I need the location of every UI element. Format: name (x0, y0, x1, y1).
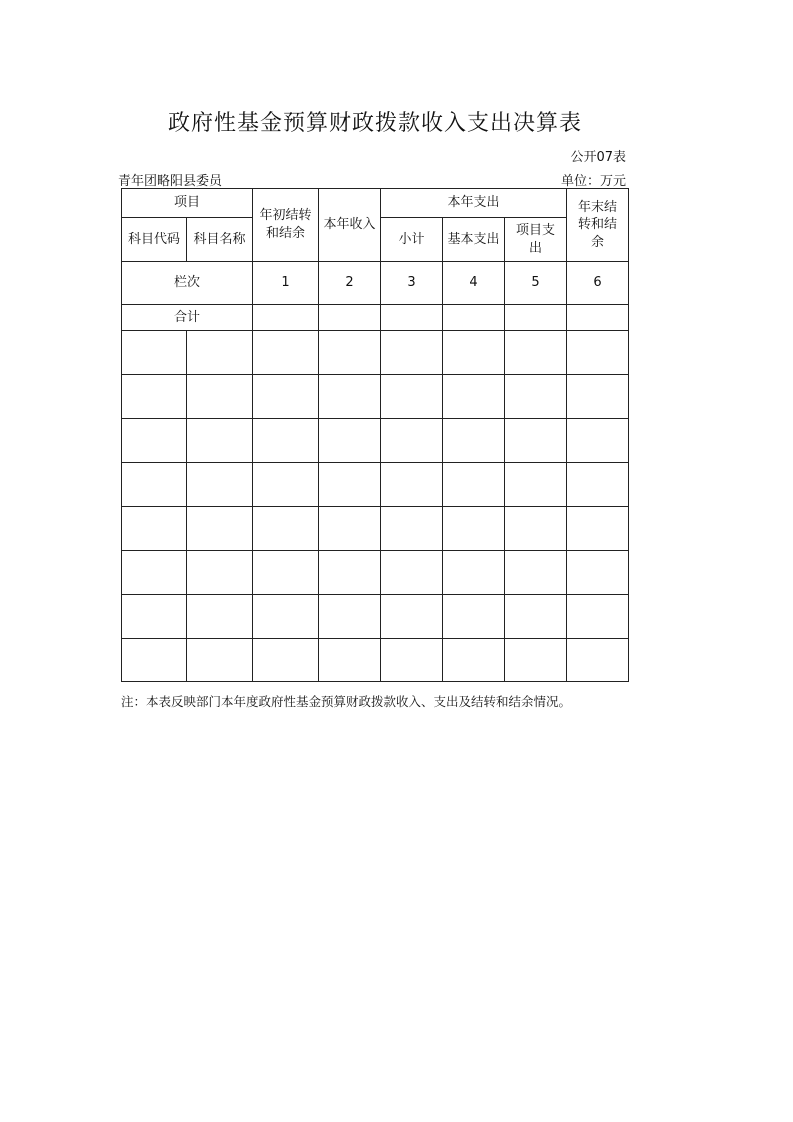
table-cell (381, 375, 443, 419)
table-cell (505, 375, 567, 419)
table-cell (122, 507, 187, 551)
table-row (122, 595, 629, 639)
header-project-expense: 项目支出 (505, 218, 567, 262)
table-cell (567, 463, 629, 507)
header-subtotal: 小计 (381, 218, 443, 262)
table-cell (319, 551, 381, 595)
table-cell (122, 463, 187, 507)
table-cell (253, 305, 319, 331)
table-cell (253, 375, 319, 419)
table-cell (443, 551, 505, 595)
page-title: 政府性基金预算财政拨款收入支出决算表 (167, 111, 582, 136)
table-row (122, 331, 629, 375)
table-cell (505, 305, 567, 331)
table-cell (253, 463, 319, 507)
table-cell (253, 419, 319, 463)
table-cell (319, 375, 381, 419)
table-cell (319, 507, 381, 551)
column-index-row (122, 262, 629, 305)
table-cell (567, 551, 629, 595)
table-cell (319, 419, 381, 463)
table-cell (187, 639, 253, 682)
table-cell (567, 305, 629, 331)
table-cell (122, 419, 187, 463)
header-row-1 (122, 189, 629, 218)
header-closing-balance: 年末结转和结余 (567, 189, 629, 262)
table-cell (187, 595, 253, 639)
table-cell (381, 305, 443, 331)
table-cell (381, 595, 443, 639)
header-current-income: 本年收入 (319, 189, 381, 262)
header-opening-balance: 年初结转和结余 (253, 189, 319, 262)
table-cell (567, 331, 629, 375)
table-cell (122, 639, 187, 682)
column-index-number: 2 (319, 262, 381, 305)
table-cell (319, 331, 381, 375)
table-cell (187, 551, 253, 595)
total-label: 合计 (122, 305, 253, 331)
table-cell (505, 551, 567, 595)
table-cell (567, 375, 629, 419)
table-cell (381, 331, 443, 375)
table-cell (253, 507, 319, 551)
column-index-number: 4 (443, 262, 505, 305)
table-cell (187, 507, 253, 551)
table-row (122, 551, 629, 595)
table-cell (505, 331, 567, 375)
table-cell (443, 507, 505, 551)
column-index-number: 3 (381, 262, 443, 305)
table-cell (187, 463, 253, 507)
table-row (122, 463, 629, 507)
table-cell (319, 463, 381, 507)
table-cell (187, 419, 253, 463)
table-cell (253, 595, 319, 639)
table-cell (253, 639, 319, 682)
table-cell (443, 331, 505, 375)
table-cell (443, 639, 505, 682)
table-cell (443, 305, 505, 331)
table-cell (443, 595, 505, 639)
table-cell (567, 507, 629, 551)
header-current-expense: 本年支出 (381, 189, 567, 218)
table-cell (381, 551, 443, 595)
table-cell (319, 595, 381, 639)
table-row (122, 375, 629, 419)
total-row (122, 305, 629, 331)
table-cell (122, 331, 187, 375)
header-basic-expense: 基本支出 (443, 218, 505, 262)
table-cell (319, 305, 381, 331)
table-row (122, 639, 629, 682)
header-item-name: 科目名称 (187, 218, 253, 262)
table-cell (505, 507, 567, 551)
table-cell (443, 375, 505, 419)
table-cell (505, 419, 567, 463)
column-index-number: 5 (505, 262, 567, 305)
unit-label: 单位：万元 (560, 174, 626, 189)
column-index-number: 1 (253, 262, 319, 305)
header-item: 项目 (122, 189, 253, 218)
column-index-label: 栏次 (122, 262, 253, 305)
table-cell (443, 419, 505, 463)
table-cell (319, 639, 381, 682)
form-code: 公开07表 (570, 150, 626, 165)
header-item-code: 科目代码 (122, 218, 187, 262)
table-cell (381, 507, 443, 551)
table-cell (381, 463, 443, 507)
table-cell (381, 639, 443, 682)
table-cell (187, 375, 253, 419)
table-cell (381, 419, 443, 463)
table-cell (253, 331, 319, 375)
table-cell (443, 463, 505, 507)
organization-name: 青年团略阳县委员 (118, 174, 223, 189)
table-cell (567, 639, 629, 682)
table-cell (122, 595, 187, 639)
table-cell (187, 331, 253, 375)
table-cell (505, 463, 567, 507)
table-cell (505, 595, 567, 639)
table-cell (567, 595, 629, 639)
table-row (122, 507, 629, 551)
footnote: 注：本表反映部门本年度政府性基金预算财政拨款收入、支出及结转和结余情况。 (121, 694, 572, 709)
budget-table (121, 188, 629, 682)
table-cell (567, 419, 629, 463)
column-index-number: 6 (567, 262, 629, 305)
table-cell (122, 551, 187, 595)
table-cell (122, 375, 187, 419)
table-cell (253, 551, 319, 595)
table-row (122, 419, 629, 463)
table-cell (505, 639, 567, 682)
